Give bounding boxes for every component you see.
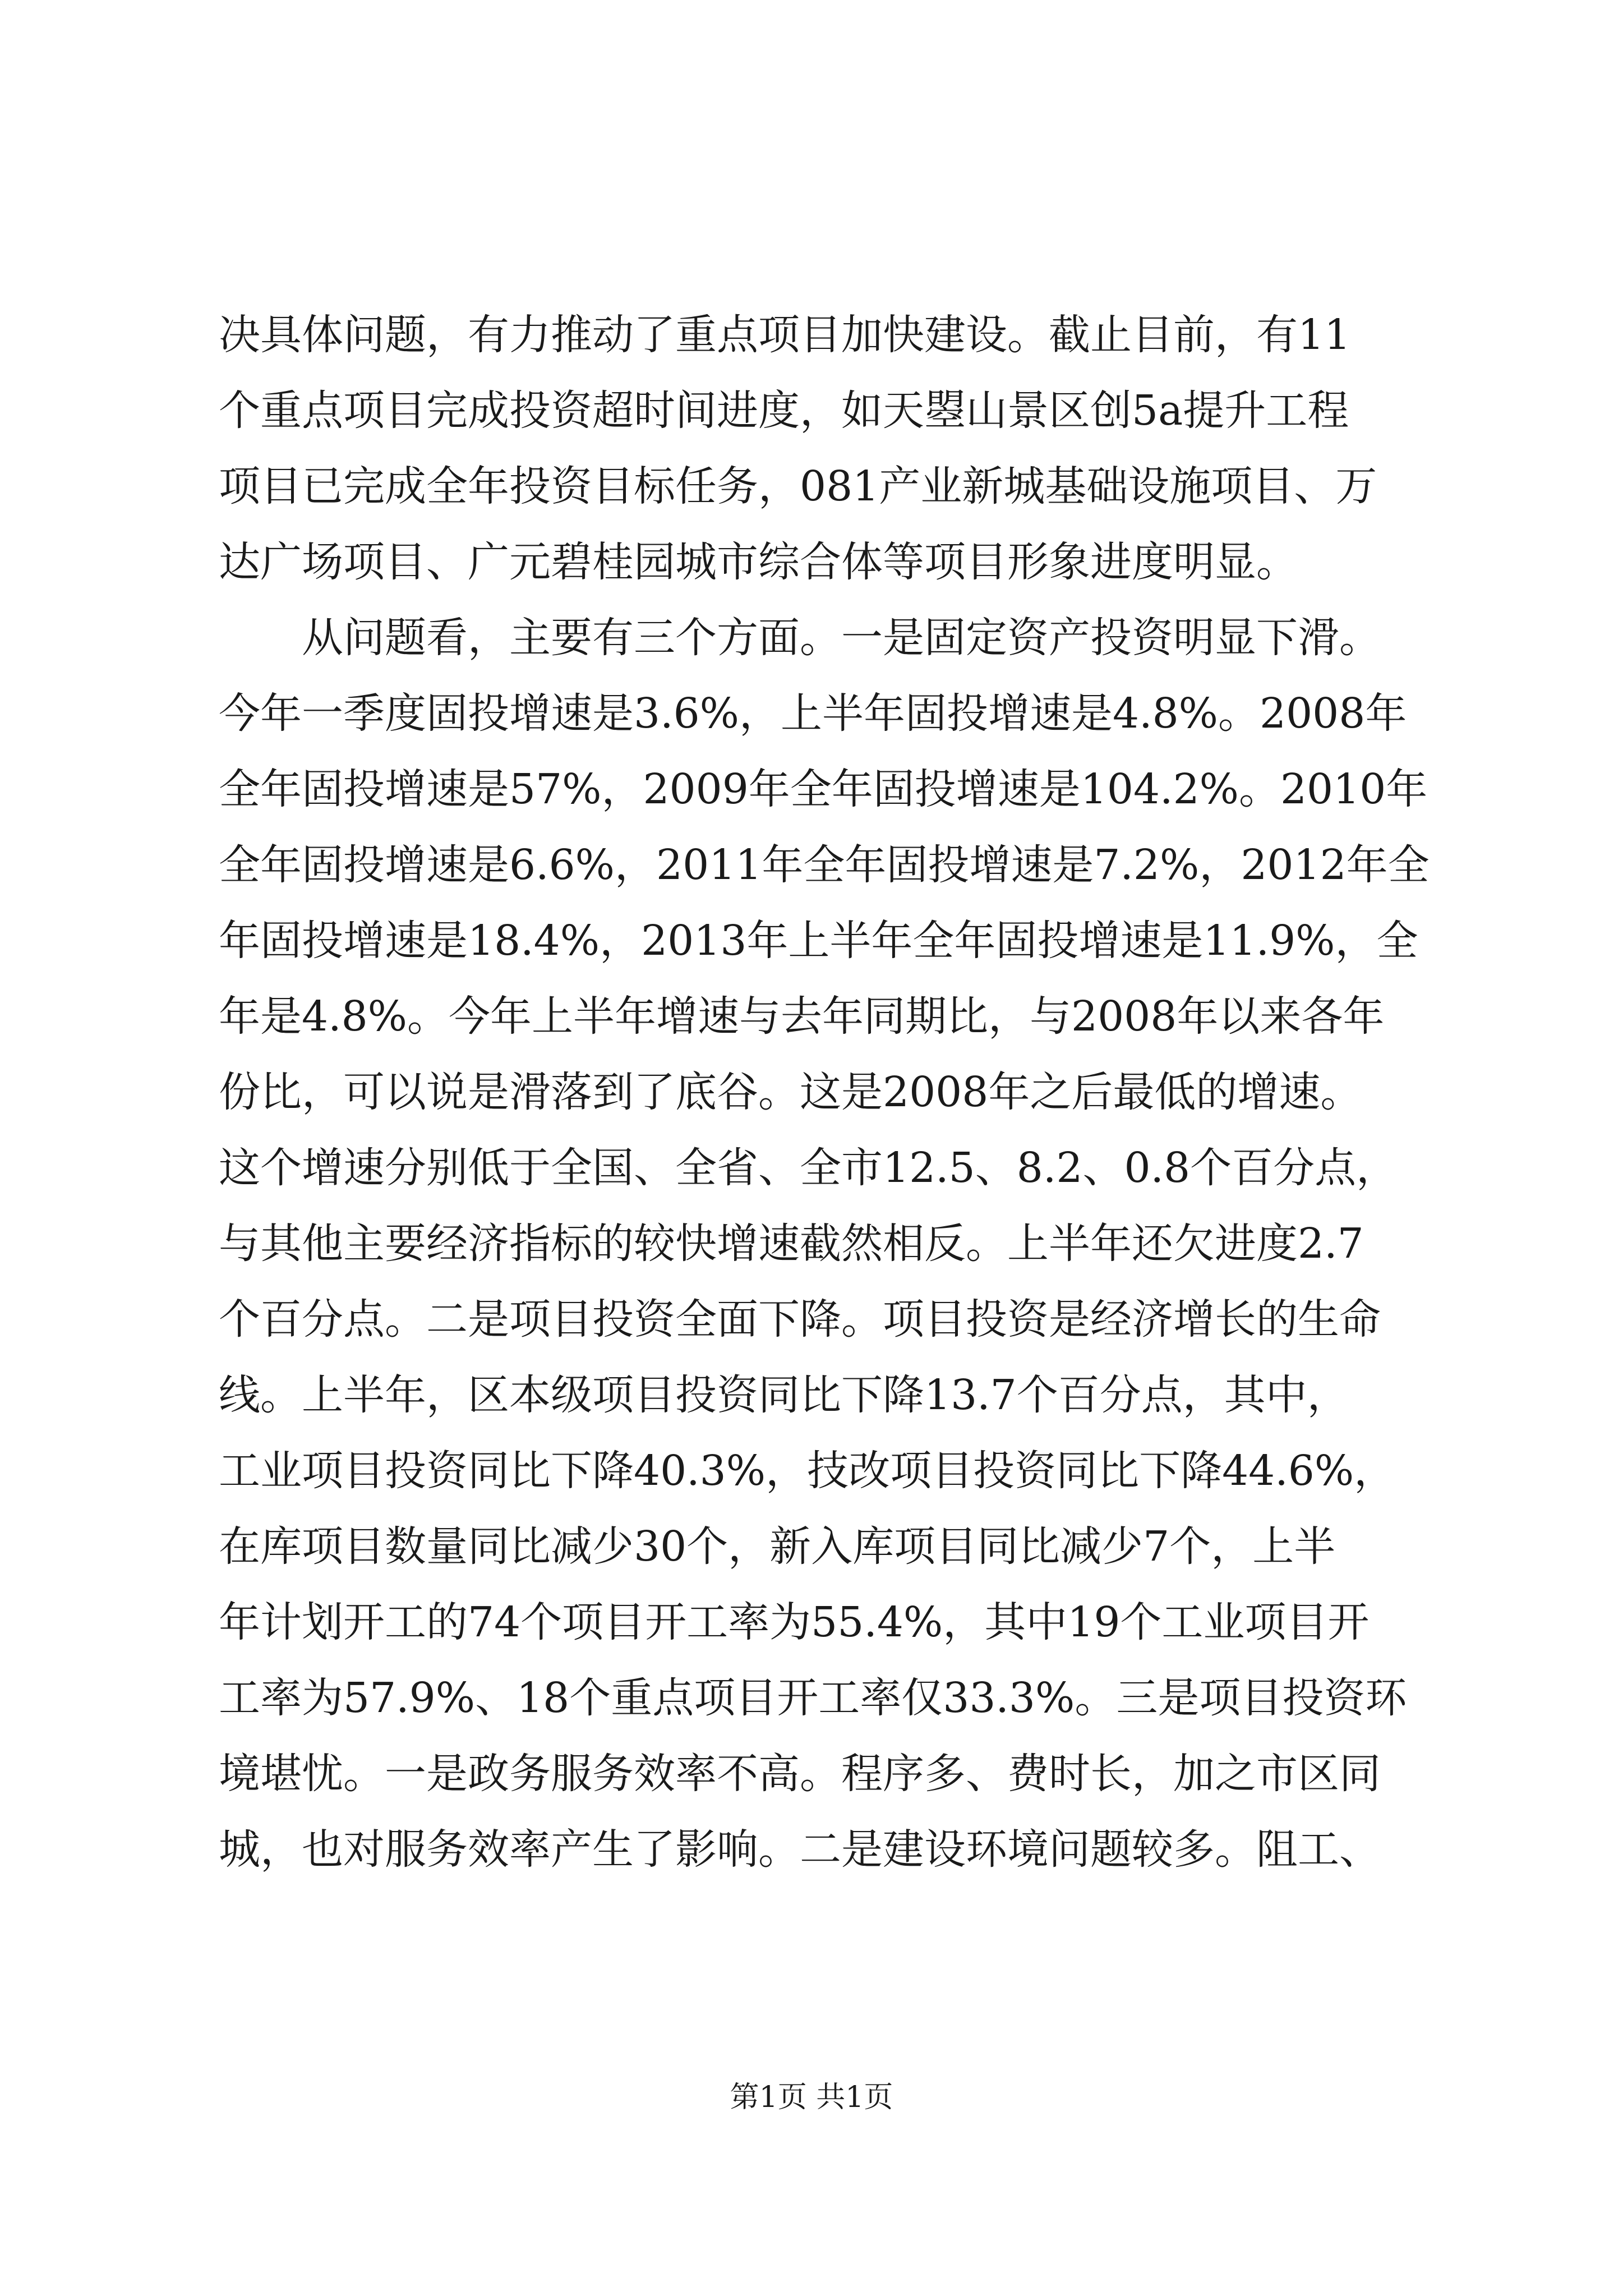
text-line-20: 境堪忧。一是政务服务效率不高。程序多、费时长，加之市区同 (219, 1750, 1381, 1798)
text-line-11: 份比，可以说是滑落到了底谷。这是2008年之后最低的增速。 (219, 1068, 1362, 1116)
text-line-12: 这个增速分别低于全国、全省、全市12.5、8.2、0.8个百分点， (219, 1144, 1398, 1192)
text-line-3: 项目已完成全年投资目标任务，081产业新城基础设施项目、万 (219, 462, 1377, 510)
page-footer: 第1页 共1页 (730, 2081, 893, 2114)
text-line-2: 个重点项目完成投资超时间进度，如天曌山景区创5a提升工程 (219, 386, 1349, 435)
text-line-15: 线。上半年，区本级项目投资同比下降13.7个百分点，其中， (219, 1371, 1349, 1419)
text-line-6: 今年一季度固投增速是3.6%，上半年固投增速是4.8%。2008年 (219, 689, 1407, 738)
text-line-7: 全年固投增速是57%，2009年全年固投增速是104.2%。2010年 (219, 765, 1428, 813)
paragraph-start-line: 从问题看，主要有三个方面。一是固定资产投资明显下滑。 (302, 614, 1381, 662)
text-line-10: 年是4.8%。今年上半年增速与去年同期比，与2008年以来各年 (219, 992, 1385, 1041)
text-line-1: 决具体问题，有力推动了重点项目加快建设。截止目前，有11 (219, 311, 1351, 359)
text-line-16: 工业项目投资同比下降40.3%，技改项目投资同比下降44.6%， (219, 1447, 1396, 1495)
text-line-14: 个百分点。二是项目投资全面下降。项目投资是经济增长的生命 (219, 1295, 1381, 1343)
text-line-13: 与其他主要经济指标的较快增速截然相反。上半年还欠进度2.7 (219, 1220, 1364, 1268)
text-line-8: 全年固投增速是6.6%，2011年全年固投增速是7.2%，2012年全 (219, 841, 1430, 889)
text-line-9: 年固投增速是18.4%，2013年上半年全年固投增速是11.9%，全 (219, 917, 1418, 965)
text-line-4: 达广场项目、广元碧桂园城市综合体等项目形象进度明显。 (219, 538, 1298, 586)
text-line-17: 在库项目数量同比减少30个，新入库项目同比减少7个，上半 (219, 1522, 1336, 1571)
text-line-18: 年计划开工的74个项目开工率为55.4%，其中19个工业项目开 (219, 1598, 1370, 1646)
text-line-21: 城，也对服务效率产生了影响。二是建设环境问题较多。阻工、 (219, 1825, 1381, 1874)
text-line-19: 工率为57.9%、18个重点项目开工率仅33.3%。三是项目投资环 (219, 1674, 1407, 1722)
